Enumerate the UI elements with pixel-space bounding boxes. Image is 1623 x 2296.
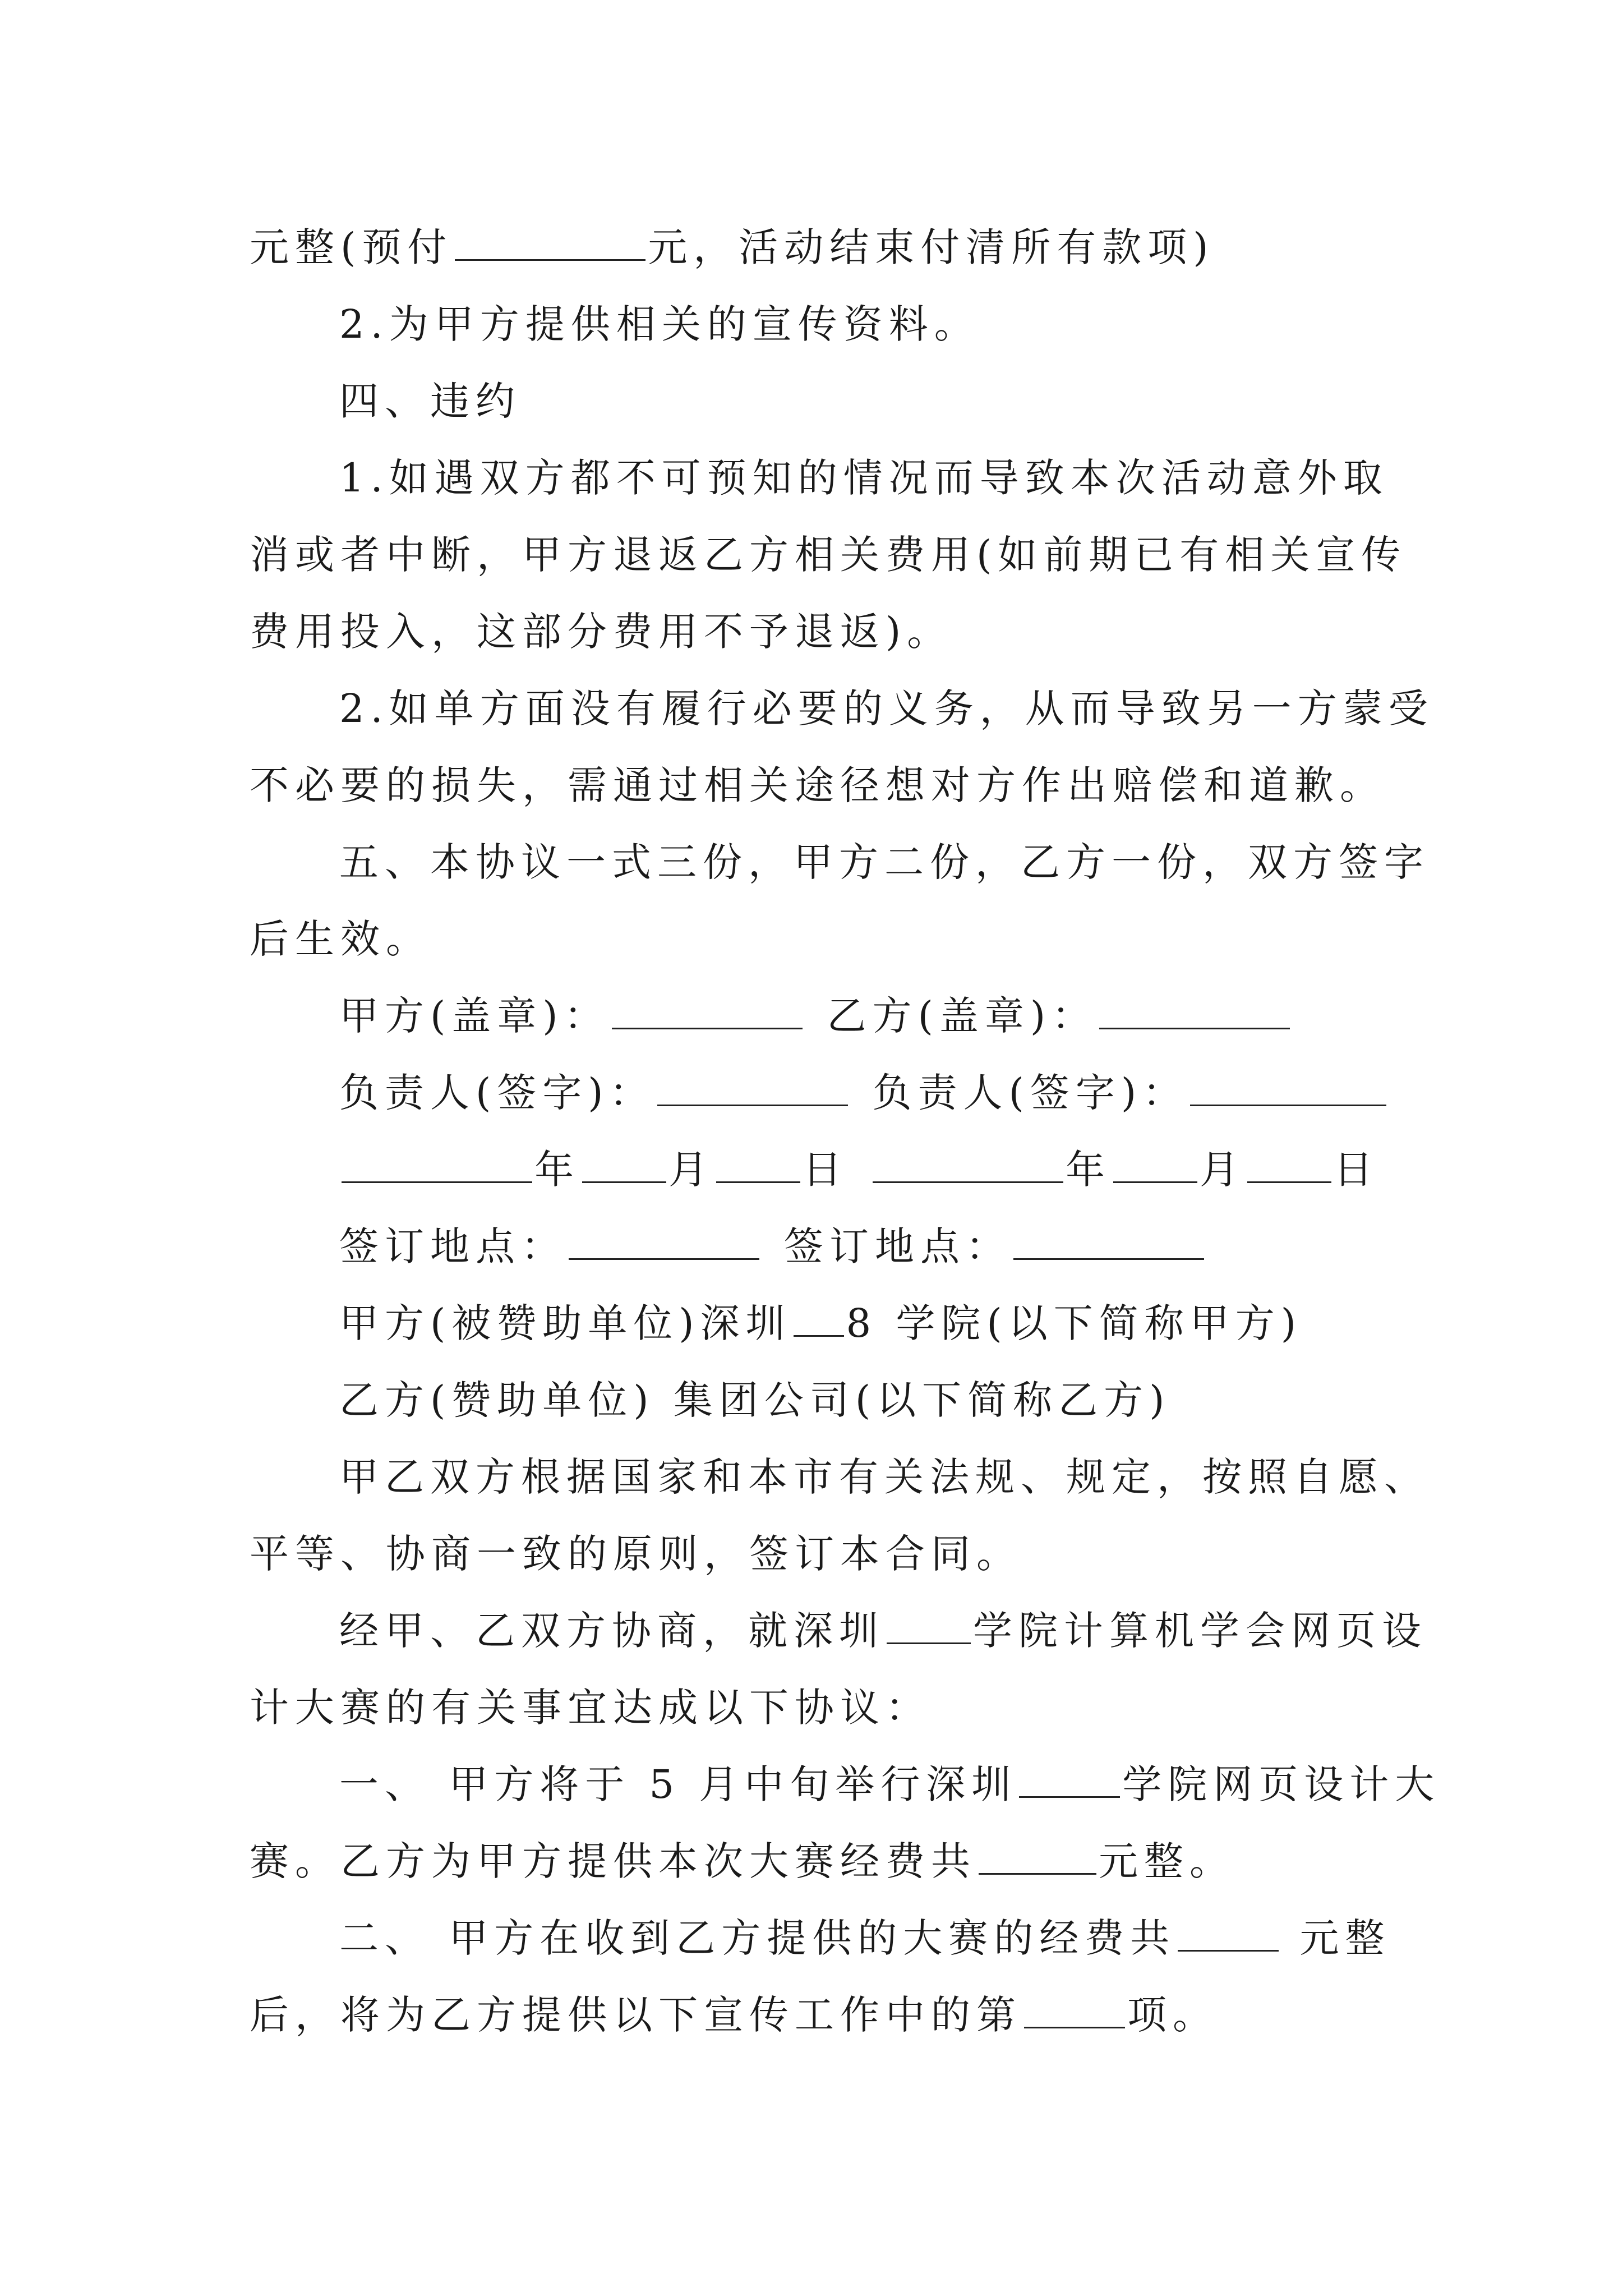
clause-one-continuation [250,1834,1405,1888]
text: 经甲、乙双方协商，就深圳 [339,1608,884,1654]
clause-one [339,1757,1441,1811]
text: 项。 [1127,1992,1218,2038]
party-a-seal-label: 甲方(盖章)： [339,993,610,1039]
text: 学院网页设计大 [1122,1761,1441,1807]
party-b-signature-label: 负责人(签字)： [872,1070,1188,1116]
paragraph: 五、本协议一式三份，甲方二份，乙方一份，双方签字 [339,839,1430,885]
text: 赛。乙方为甲方提供本次大赛经费共 [250,1838,976,1884]
blank-line [1019,1764,1120,1798]
blank-line [657,1072,848,1106]
year-label: 年 [534,1147,580,1193]
text: 二、 甲方在收到乙方提供的大赛的经费共 [339,1915,1176,1961]
paragraph-continuation: 消或者中断，甲方退返乙方相关费用(如前期已有相关宣传 [250,532,1407,578]
year-label: 年 [1066,1147,1111,1193]
text: 学院计算机学会网页设 [973,1608,1427,1654]
party-b-seal-label: 乙方(盖章)： [827,993,1098,1039]
blank-line [612,995,803,1029]
party-a-signature-label: 负责人(签字)： [339,1070,655,1116]
blank-line [873,1149,1063,1183]
blank-line [1113,1149,1197,1183]
paragraph: 2.为甲方提供相关的宣传资料。 [339,301,980,347]
text: 后，将为乙方提供以下宣传工作中的第 [250,1992,1022,2038]
text: 元整(预付 [250,224,453,270]
blank-line [1099,995,1290,1029]
text: 元，活动结束付清所有款项) [648,224,1215,270]
blank-line [1190,1072,1386,1106]
blank-line [1247,1149,1331,1183]
blank-line [1024,1994,1125,2028]
paragraph-continuation: 费用投入，这部分费用不予退返)。 [250,609,953,655]
paragraph: 甲乙双方根据国家和本市有关法规、规定，按照自愿、 [339,1454,1430,1500]
text-line [250,220,1405,274]
seal-line [339,989,1405,1043]
text: 甲方(被赞助单位)深圳 [339,1300,791,1346]
blank-line [887,1610,971,1644]
month-label: 月 [1200,1147,1245,1193]
text: 元整。 [1099,1838,1235,1884]
blank-line [582,1149,666,1183]
blank-line [455,227,645,261]
text: 元整 [1281,1915,1391,1961]
party-b-place-label: 签订地点： [784,1223,1011,1269]
blank-line [342,1149,532,1183]
section-heading: 四、违约 [339,378,521,424]
clause-two-continuation [250,1988,1405,2042]
date-line [339,1143,1405,1197]
day-label: 日 [803,1147,848,1193]
party-b-line: 乙方(赞助单位) 集团公司(以下简称乙方) [339,1377,1171,1423]
day-label: 日 [1334,1147,1379,1193]
text: 8 学院(以下简称甲方) [846,1300,1303,1346]
blank-line [716,1149,800,1183]
blank-line [794,1303,844,1337]
month-label: 月 [668,1147,714,1193]
blank-line [569,1226,759,1260]
paragraph [339,1604,1427,1658]
paragraph-continuation: 计大赛的有关事宜达成以下协议： [250,1685,931,1731]
blank-line [979,1841,1096,1875]
party-a-place-label: 签订地点： [339,1223,566,1269]
blank-line [1013,1226,1204,1260]
paragraph-continuation: 不必要的损失，需通过相关途径想对方作出赔偿和道歉。 [250,762,1385,808]
paragraph: 1.如遇双方都不可预知的情况而导致本次活动意外取 [339,455,1389,501]
paragraph-continuation: 后生效。 [250,916,431,962]
place-line [339,1220,1405,1273]
paragraph-continuation: 平等、协商一致的原则，签订本合同。 [250,1531,1022,1577]
signature-line [339,1066,1405,1120]
paragraph: 2.如单方面没有履行必要的义务，从而导致另一方蒙受 [339,685,1434,731]
clause-two [339,1911,1405,1965]
party-a-line [339,1296,1405,1350]
text: 一、 甲方将于 5 月中旬举行深圳 [339,1761,1017,1807]
blank-line [1178,1917,1279,1952]
